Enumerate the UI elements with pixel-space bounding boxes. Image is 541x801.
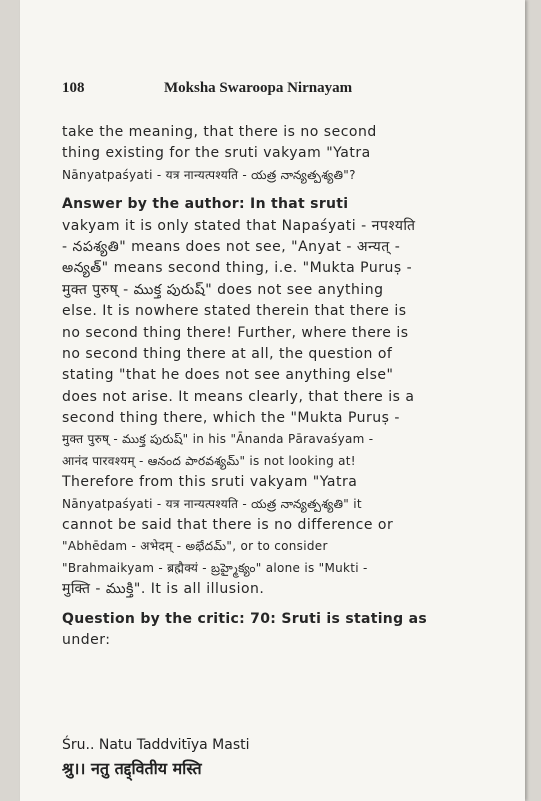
sruti-devanagari: श्रु।। नतु तद्द्वितीय मस्ति (62, 759, 202, 778)
text-line: Therefore from this sruti vakyam "Yatra (62, 474, 358, 491)
text-line: Nānyatpaśyati - यत्र नान्यत्पश्यति - యత్ర నాన్యత్పశ్యతి"? (62, 167, 356, 182)
text-line: second thing there, which the "Mukta Puruṣ - (62, 410, 400, 427)
page-number: 108 (62, 80, 85, 96)
text-line: मुक्त पुरुष् - ముక్త పురుష్" in his "Ānanda Pāravaśyam - (62, 432, 374, 447)
text-line: vakyam it is only stated that Napaśyati - नपश्यति (62, 217, 416, 234)
text-line: आनंद पारवश्यम् - ఆనంద పారవశ్యమ్" is not looking at! (62, 453, 356, 468)
text-line: no second thing there! Further, where there is (62, 324, 409, 341)
text-line: - నపశ్యతి" means does not see, "Anyat - अन्यत् - (62, 238, 401, 255)
text-line: under: (62, 631, 111, 648)
text-line: मुक्ति - ముక్తి". It is all illusion. (62, 581, 265, 598)
text-line: no second thing there at all, the question of (62, 345, 393, 362)
body-text (62, 122, 484, 651)
sruti-quote (62, 733, 250, 781)
text-line: "Brahmaikyam - ब्रह्मैक्यं - బ్రహ్మైక్యం" alone is "Mukti - (62, 560, 368, 575)
page-header (62, 80, 495, 100)
text-line: అన్యత్" means second thing, i.e. "Mukta Puruṣ - (62, 260, 413, 277)
question-heading-line: Question by the critic: 70: Sruti is stating as (62, 610, 427, 627)
text-line: take the meaning, that there is no second (62, 124, 377, 140)
running-title: Moksha Swaroopa Nirnayam (164, 80, 353, 96)
sruti-transliteration: Śru.. Natu Taddvitīya Masti (62, 737, 250, 753)
text-line: else. It is nowhere stated therein that there is (62, 303, 407, 320)
text-line: stating "that he does not see anything else" (62, 367, 394, 384)
text-line: "Abhēdam - अभेदम् - అభేదమ్", or to consider (62, 539, 328, 554)
book-page (20, 0, 525, 801)
text-line: does not arise. It means clearly, that there is a (62, 388, 415, 405)
text-line: cannot be said that there is no difference or (62, 517, 394, 534)
text-line: thing existing for the sruti vakyam "Yatra (62, 145, 371, 162)
text-line: Nānyatpaśyati - यत्र नान्यत्पश्यति - యత్ర నాన్యత్పశ్యతి" it (62, 496, 362, 511)
text-line: मुक्त पुरुष् - ముక్త పురుష్" does not see anything (62, 281, 384, 298)
answer-heading-line: Answer by the author: In that sruti (62, 196, 349, 213)
